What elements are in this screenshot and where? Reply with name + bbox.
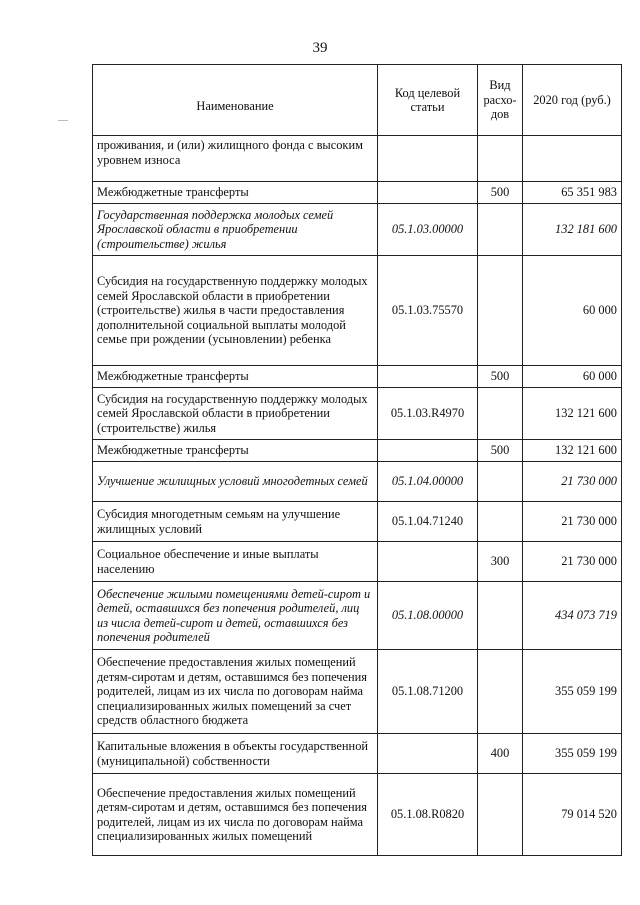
cell-expense-type — [478, 582, 523, 650]
cell-name: Субсидия на государственную поддержку молодых семей Ярославской области в приобретении (строительстве) жилья в части предоставления дополнительной социальной выплаты молодой семье при рождении (усыновлении) ребенка — [93, 256, 378, 366]
cell-code: 05.1.08.00000 — [378, 582, 478, 650]
table-row — [93, 136, 622, 182]
cell-amount: 132 181 600 — [523, 204, 622, 256]
cell-name: Межбюджетные трансферты — [93, 440, 378, 462]
table-row — [93, 774, 622, 856]
cell-name: проживания, и (или) жилищного фонда с высоким уровнем износа — [93, 136, 378, 182]
cell-amount: 60 000 — [523, 366, 622, 388]
cell-name: Государственная поддержка молодых семей Ярославской области в приобретении (строительстве) жилья — [93, 204, 378, 256]
table-row — [93, 582, 622, 650]
cell-expense-type — [478, 650, 523, 734]
cell-code — [378, 136, 478, 182]
cell-code: 05.1.03.R4970 — [378, 388, 478, 440]
cell-expense-type: 500 — [478, 182, 523, 204]
cell-expense-type: 500 — [478, 366, 523, 388]
cell-code: 05.1.03.00000 — [378, 204, 478, 256]
cell-expense-type: 400 — [478, 734, 523, 774]
cell-amount: 21 730 000 — [523, 502, 622, 542]
table-row — [93, 366, 622, 388]
cell-expense-type — [478, 136, 523, 182]
cell-amount: 132 121 600 — [523, 388, 622, 440]
cell-code: 05.1.08.R0820 — [378, 774, 478, 856]
header-amount: 2020 год (руб.) — [523, 65, 622, 136]
cell-name: Капитальные вложения в объекты государственной (муниципальной) собственности — [93, 734, 378, 774]
cell-amount — [523, 136, 622, 182]
cell-name: Субсидия многодетным семьям на улучшение жилищных условий — [93, 502, 378, 542]
table-row — [93, 542, 622, 582]
cell-amount: 355 059 199 — [523, 650, 622, 734]
header-name: Наименование — [93, 65, 378, 136]
cell-code: 05.1.08.71200 — [378, 650, 478, 734]
table-body — [93, 136, 622, 856]
cell-name: Обеспечение жилыми помещениями детей-сирот и детей, оставшихся без попечения родителей, лиц из числа детей-сирот и детей, оставшихся без попечения родителей — [93, 582, 378, 650]
table-row — [93, 256, 622, 366]
cell-expense-type — [478, 256, 523, 366]
table-header-row — [93, 65, 622, 136]
cell-amount: 132 121 600 — [523, 440, 622, 462]
cell-code: 05.1.04.00000 — [378, 462, 478, 502]
table-row — [93, 182, 622, 204]
table-row — [93, 462, 622, 502]
cell-code — [378, 440, 478, 462]
table-row — [93, 440, 622, 462]
cell-expense-type — [478, 204, 523, 256]
header-type: Вид расхо-дов — [478, 65, 523, 136]
cell-amount: 434 073 719 — [523, 582, 622, 650]
page-number: 39 — [312, 40, 328, 56]
cell-name: Межбюджетные трансферты — [93, 366, 378, 388]
cell-amount: 79 014 520 — [523, 774, 622, 856]
budget-table — [92, 64, 622, 856]
cell-expense-type — [478, 774, 523, 856]
cell-code — [378, 182, 478, 204]
cell-expense-type — [478, 388, 523, 440]
table-row — [93, 650, 622, 734]
cell-amount: 355 059 199 — [523, 734, 622, 774]
cell-name: Субсидия на государственную поддержку молодых семей Ярославской области в приобретении (строительстве) жилья — [93, 388, 378, 440]
cell-code — [378, 542, 478, 582]
cell-amount: 65 351 983 — [523, 182, 622, 204]
cell-name: Межбюджетные трансферты — [93, 182, 378, 204]
cell-name: Обеспечение предоставления жилых помещений детям-сиротам и детям, оставшимся без попечения родителей, лицам из их числа по договорам найма специализированных жилых помещений за счет средств областного бюджета — [93, 650, 378, 734]
cell-amount: 21 730 000 — [523, 542, 622, 582]
table-row — [93, 734, 622, 774]
cell-expense-type — [478, 462, 523, 502]
cell-code — [378, 734, 478, 774]
table-row — [93, 388, 622, 440]
cell-code: 05.1.03.75570 — [378, 256, 478, 366]
table-row — [93, 204, 622, 256]
cell-code — [378, 366, 478, 388]
margin-mark — [58, 120, 68, 121]
cell-name: Социальное обеспечение и иные выплаты населению — [93, 542, 378, 582]
cell-code: 05.1.04.71240 — [378, 502, 478, 542]
cell-amount: 21 730 000 — [523, 462, 622, 502]
table-row — [93, 502, 622, 542]
header-code: Код целевой статьи — [378, 65, 478, 136]
cell-expense-type: 500 — [478, 440, 523, 462]
cell-expense-type — [478, 502, 523, 542]
cell-name: Улучшение жилищных условий многодетных семей — [93, 462, 378, 502]
cell-amount: 60 000 — [523, 256, 622, 366]
cell-name: Обеспечение предоставления жилых помещений детям-сиротам и детям, оставшимся без попечения родителей, лицам из их числа по договорам найма специализированных жилых помещений — [93, 774, 378, 856]
cell-expense-type: 300 — [478, 542, 523, 582]
